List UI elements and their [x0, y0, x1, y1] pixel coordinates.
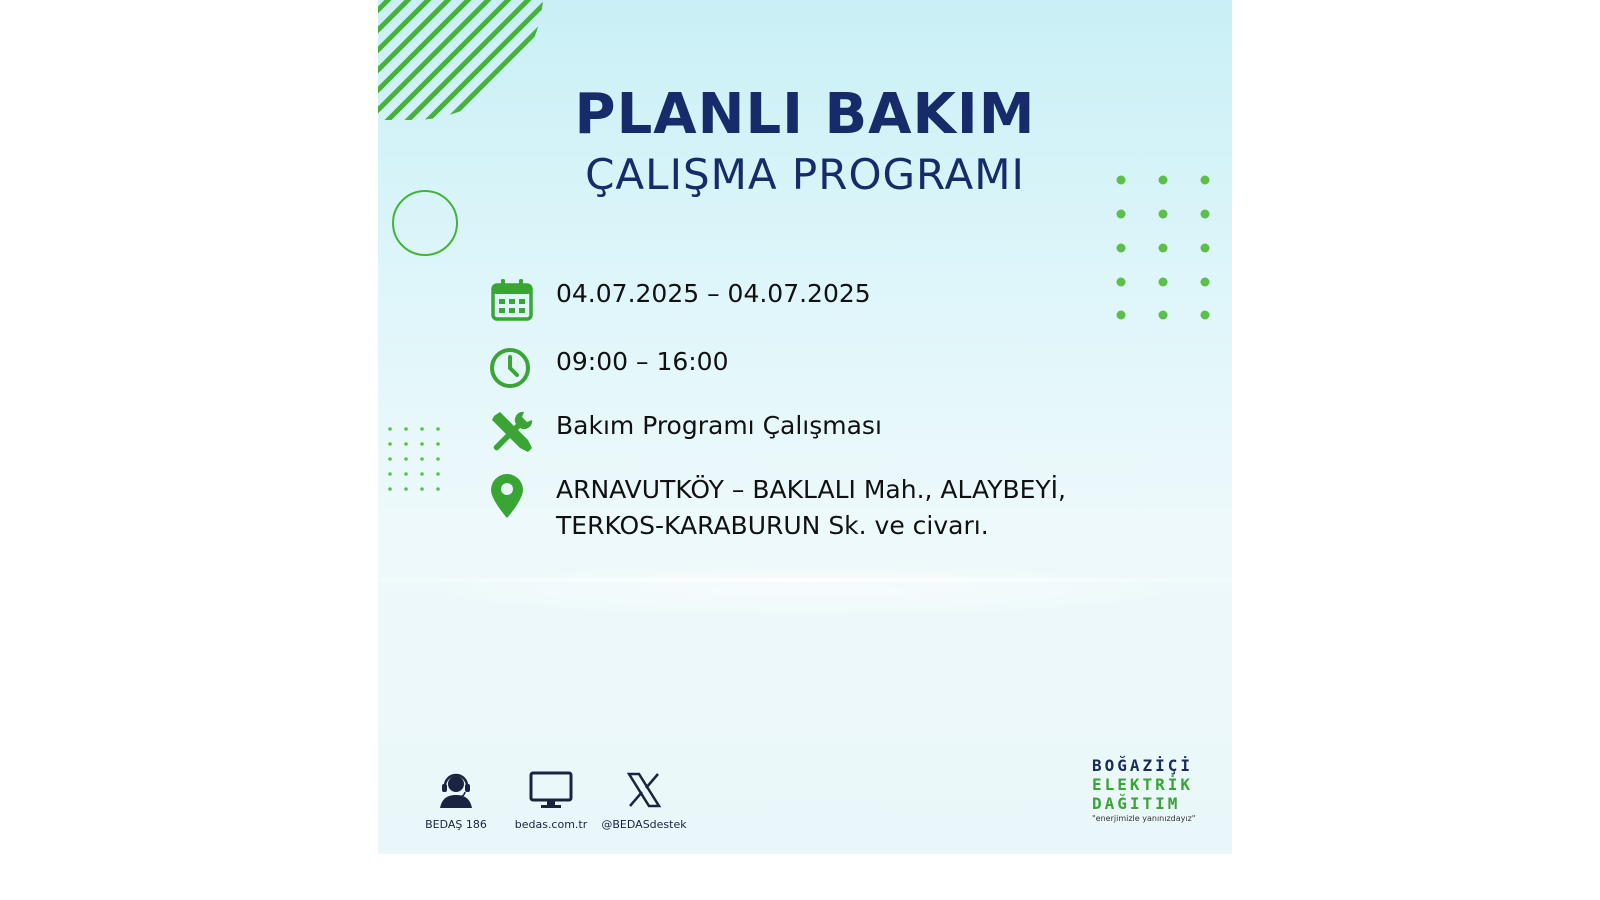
logo-line-2: ELEKTRİK: [1092, 775, 1194, 794]
work-row: [488, 408, 882, 456]
footer-phone[interactable]: [416, 770, 496, 831]
phone-label: BEDAŞ 186: [425, 818, 487, 831]
monitor-icon: [529, 770, 573, 810]
page-title: PLANLI BAKIM: [574, 82, 1036, 147]
logo-slogan: "enerjimizle yanınızdayız": [1092, 814, 1196, 823]
tools-icon: [488, 408, 536, 456]
location-row: [488, 472, 1066, 544]
logo-line-1: BOĞAZİÇİ: [1092, 756, 1194, 775]
time-row: [488, 344, 729, 392]
calendar-icon: [488, 276, 536, 324]
clock-icon: [488, 344, 536, 392]
location-line-1: ARNAVUTKÖY – BAKLALI Mah., ALAYBEYİ,: [556, 475, 1066, 504]
location-pin-icon: [488, 472, 536, 520]
dots-grid-left: [386, 425, 448, 493]
location-line-2: TERKOS-KARABURUN Sk. ve civarı.: [556, 511, 989, 540]
company-logo: [1092, 756, 1212, 825]
website-label: bedas.com.tr: [514, 818, 588, 831]
logo-line-3: DAĞITIM: [1092, 794, 1181, 813]
date-row: [488, 276, 871, 324]
headset-agent-icon: [436, 770, 476, 810]
x-logo-icon: [624, 770, 664, 810]
footer-website[interactable]: [506, 770, 596, 831]
page-subtitle: ÇALIŞMA PROGRAMI: [585, 150, 1025, 199]
date-range-text: 04.07.2025 – 04.07.2025: [556, 279, 871, 308]
work-type-text: Bakım Programı Çalışması: [556, 411, 882, 440]
announcement-card: [378, 0, 1232, 854]
horizon-glow: [378, 560, 1232, 620]
time-range-text: 09:00 – 16:00: [556, 347, 729, 376]
location-text: [556, 472, 1066, 544]
horizon-line: [378, 578, 1232, 582]
footer-x[interactable]: [594, 770, 694, 831]
x-handle-label: @BEDASdestek: [601, 818, 687, 831]
